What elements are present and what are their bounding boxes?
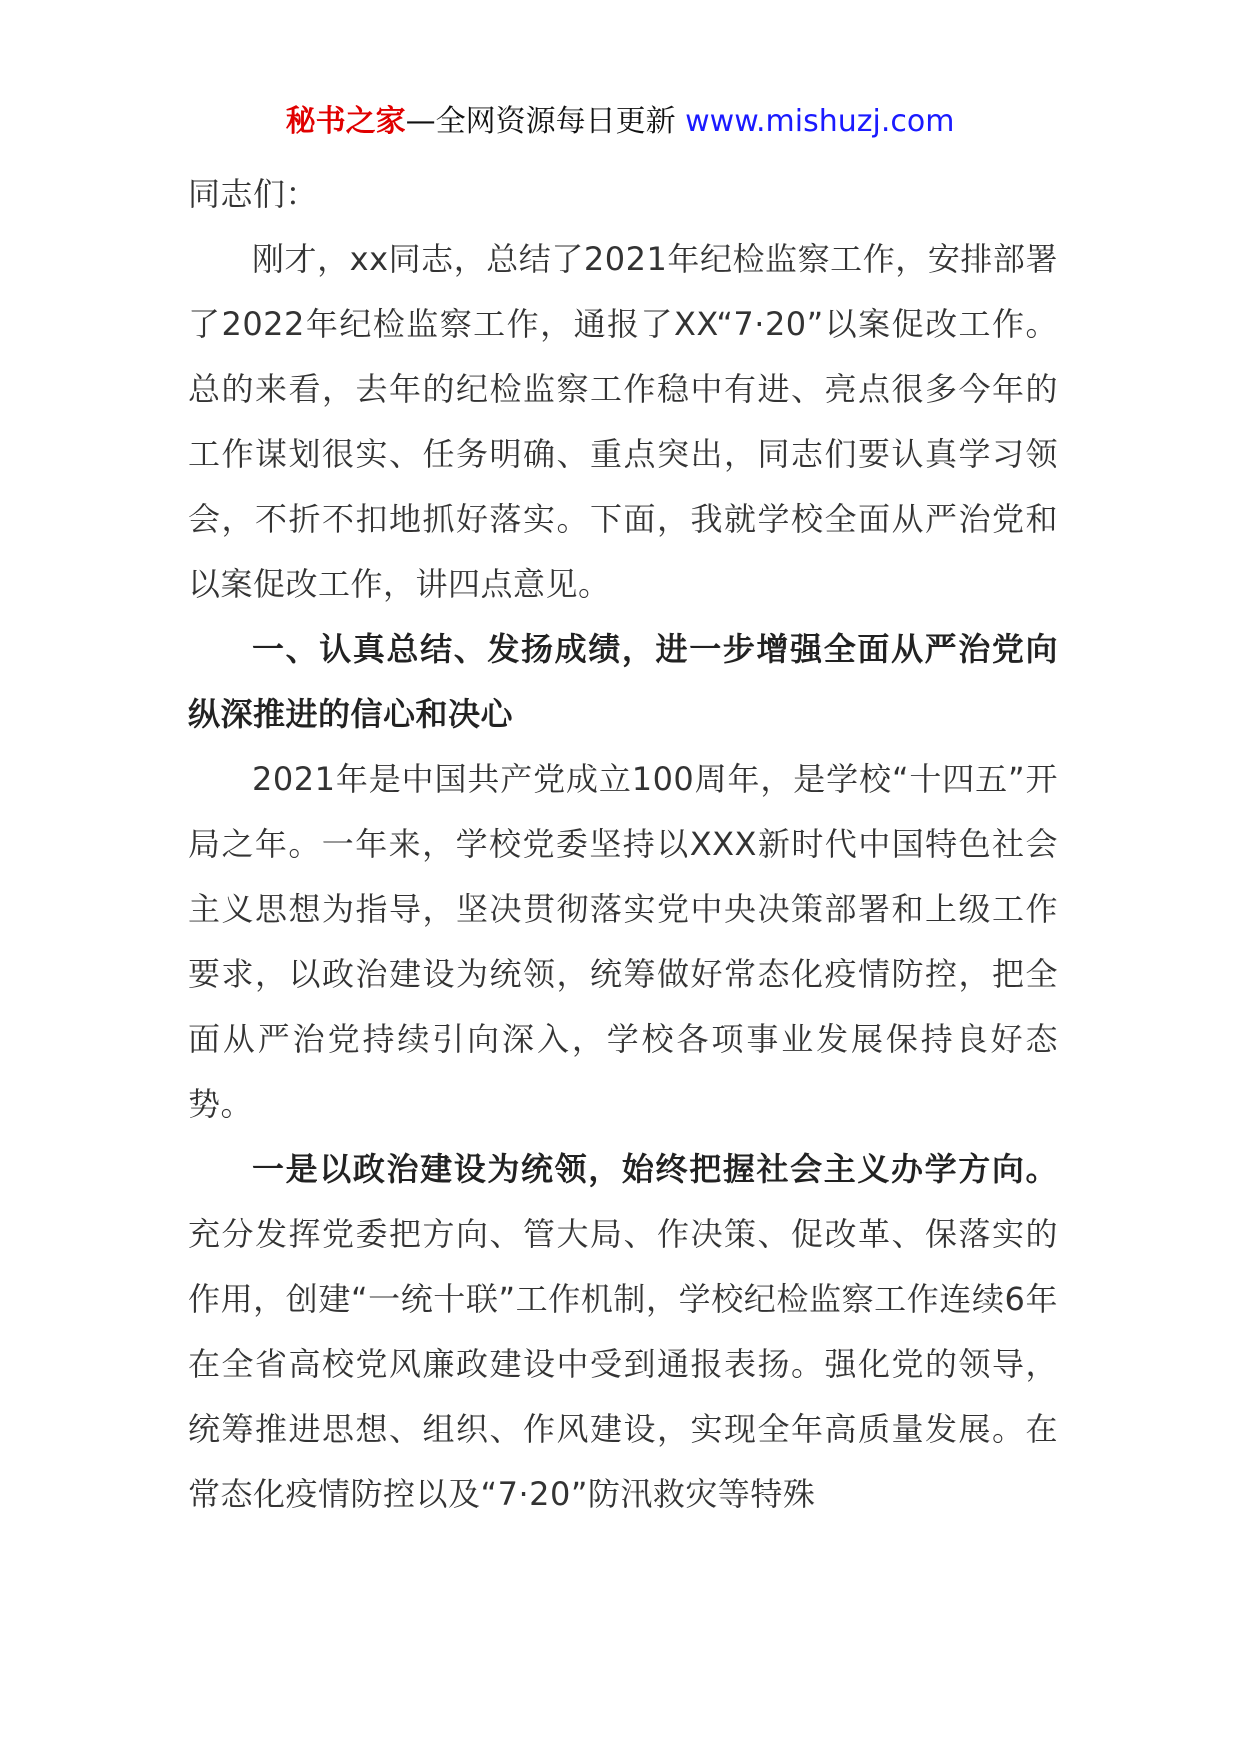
paragraph-political-construction [188, 1137, 1058, 1527]
paragraph-2021-summary: 2021年是中国共产党成立100周年，是学校“十四五”开局之年。一年来，学校党委坚持以XXX新时代中国特色社会主义思想为指导，坚决贯彻落实党中央决策部署和上级工作要求，以政治建设为统领，统筹做好常态化疫情防控，把全面从严治党持续引向深入，学校各项事业发展保持良好态势。 [188, 760, 1058, 1123]
document-body [188, 162, 1058, 1527]
section-heading-1: 一、认真总结、发扬成绩，进一步增强全面从严治党向纵深推进的信心和决心 [188, 630, 1058, 733]
paragraph-intro: 刚才，xx同志，总结了2021年纪检监察工作，安排部署了2022年纪检监察工作，通报了XX“7·20”以案促改工作。总的来看，去年的纪检监察工作稳中有进、亮点很多今年的工作谋划很实、任务明确、重点突出，同志们要认真学习领会，不折不扣地抓好落实。下面，我就学校全面从严治党和以案促改工作，讲四点意见。 [188, 240, 1058, 603]
paragraph-body-text: 充分发挥党委把方向、管大局、作决策、促改革、保落实的作用，创建“一统十联”工作机制，学校纪检监察工作连续6年在全省高校党风廉政建设中受到通报表扬。强化党的领导，统筹推进思想、组织、作风建设，实现全年高质量发展。在常态化疫情防控以及“7·20”防汛救灾等特殊 [188, 1215, 1058, 1513]
header-tagline: —全网资源每日更新 [405, 104, 676, 139]
brand-name: 秘书之家 [285, 104, 406, 139]
site-url-link[interactable]: www.mishuzj.com [685, 104, 955, 139]
greeting: 同志们： [188, 175, 319, 213]
site-header [0, 100, 1240, 144]
paragraph-lead-sentence: 一是以政治建设为统领，始终把握社会主义办学方向。 [252, 1150, 1058, 1188]
